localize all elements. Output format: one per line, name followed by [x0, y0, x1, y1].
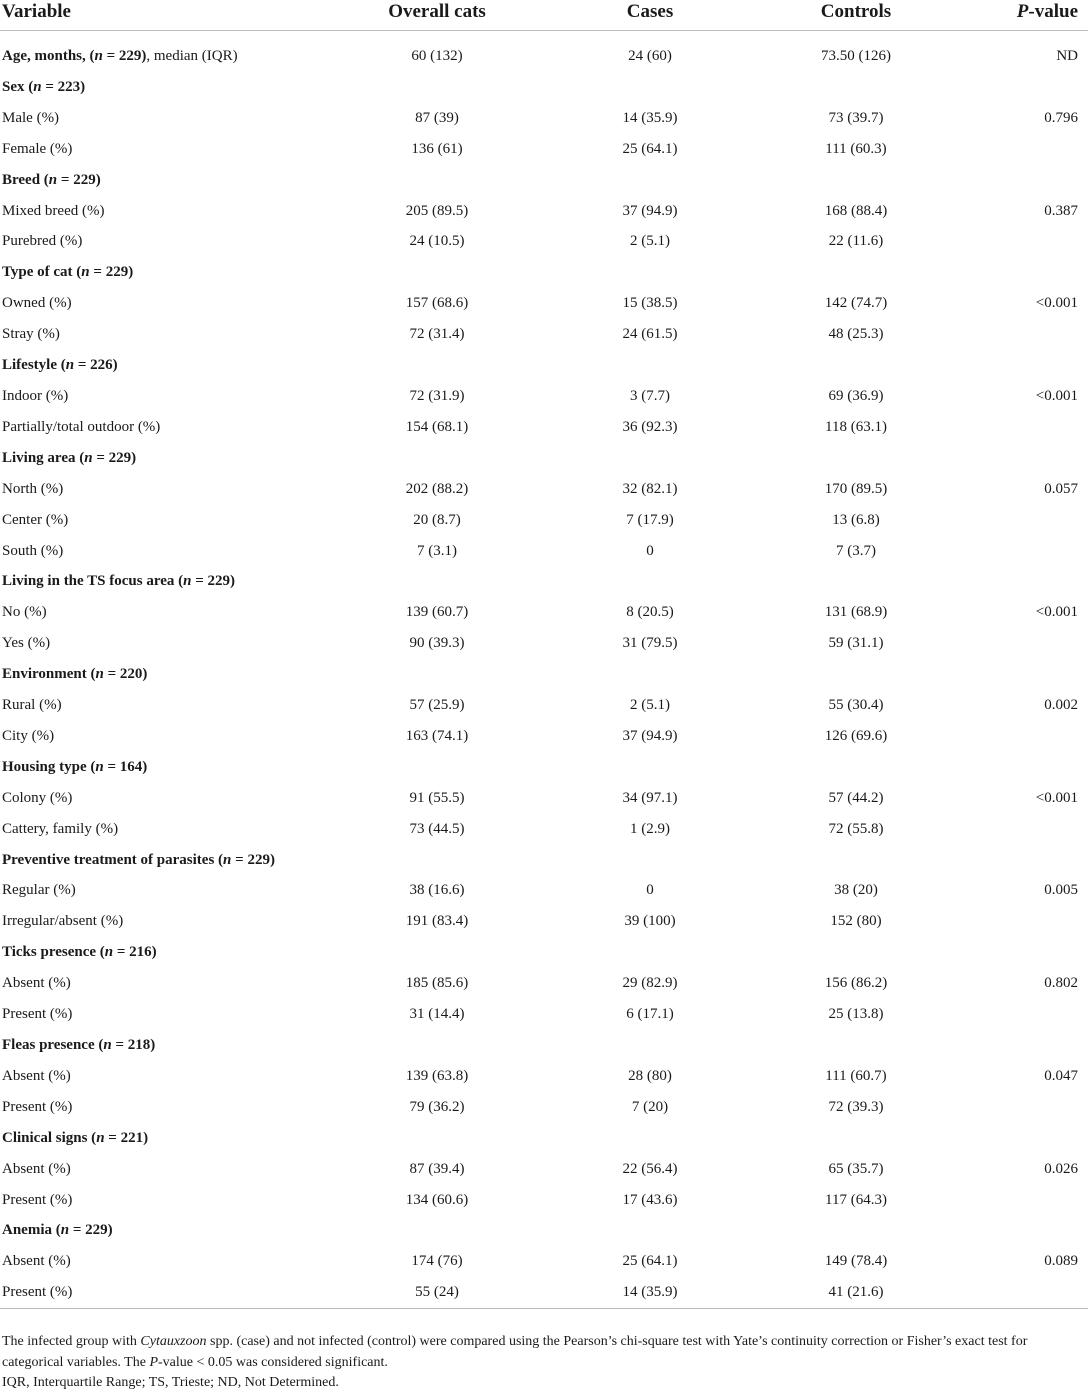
- cell-p-value: 0.057: [1044, 480, 1078, 497]
- cell-overall: 87 (39.4): [409, 1160, 465, 1177]
- row-label: Present (%): [2, 1284, 73, 1301]
- cell-controls: 25 (13.8): [828, 1006, 884, 1023]
- cell-cases: 25 (64.1): [622, 140, 678, 157]
- cell-cases: 37 (94.9): [622, 727, 678, 744]
- table-row: [0, 226, 1088, 257]
- group-label: Lifestyle (n = 226): [2, 357, 118, 374]
- row-label: Rural (%): [2, 697, 62, 714]
- cell-overall: [330, 257, 544, 288]
- row-label: Center (%): [2, 511, 69, 528]
- cell-controls: 59 (31.1): [828, 635, 884, 652]
- cell-overall: 136 (61): [411, 140, 463, 157]
- table-row: [0, 134, 1088, 165]
- cell-controls: 126 (69.6): [824, 727, 888, 744]
- table-row: [0, 906, 1088, 937]
- cell-overall: 73 (44.5): [409, 820, 465, 837]
- cell-controls: 73 (39.7): [828, 109, 884, 126]
- cell-controls: 149 (78.4): [824, 1253, 888, 1270]
- cell-cases: [544, 165, 756, 196]
- table-row: [0, 1092, 1088, 1123]
- cell-overall: 7 (3.1): [417, 542, 457, 559]
- cell-cases: 37 (94.9): [622, 202, 678, 219]
- table-row: [0, 381, 1088, 412]
- cell-overall: [330, 845, 544, 876]
- cell-p-value: [956, 226, 1088, 257]
- cell-p-value: [956, 906, 1088, 937]
- cell-controls: 118 (63.1): [825, 418, 887, 435]
- cell-controls: [756, 257, 956, 288]
- cell-p-value: ND: [1056, 48, 1078, 64]
- cell-controls: [756, 937, 956, 968]
- cell-overall: [330, 443, 544, 474]
- row-label: Stray (%): [2, 326, 60, 343]
- cell-overall: 90 (39.3): [409, 635, 465, 652]
- cell-controls: 72 (55.8): [828, 820, 884, 837]
- table-group-row: [0, 257, 1088, 288]
- row-label: Owned (%): [2, 295, 72, 312]
- cell-controls: 111 (60.7): [825, 1067, 887, 1084]
- cell-overall: 79 (36.2): [409, 1098, 465, 1115]
- cell-cases: 2 (5.1): [630, 233, 670, 250]
- cell-controls: [756, 443, 956, 474]
- row-label: Purebred (%): [2, 233, 83, 250]
- row-label: Age, months, (n = 229), median (IQR): [2, 48, 238, 64]
- group-label: Ticks presence (n = 216): [2, 944, 157, 961]
- cell-overall: [330, 1030, 544, 1061]
- row-label: Yes (%): [2, 635, 51, 652]
- table-row: [0, 628, 1088, 659]
- cell-overall: 154 (68.1): [405, 418, 469, 435]
- cell-overall: 20 (8.7): [413, 511, 461, 528]
- table-row: [0, 1185, 1088, 1216]
- row-label: Irregular/absent (%): [2, 913, 124, 930]
- cell-overall: 139 (60.7): [405, 604, 469, 621]
- cell-overall: 72 (31.4): [409, 326, 465, 343]
- cell-p-value: 0.002: [1044, 697, 1078, 714]
- table-group-row: [0, 1215, 1088, 1246]
- cell-overall: 57 (25.9): [409, 697, 465, 714]
- cell-controls: [756, 1123, 956, 1154]
- cell-cases: 22 (56.4): [622, 1160, 678, 1177]
- cell-cases: 28 (80): [628, 1067, 672, 1084]
- row-label: Mixed breed (%): [2, 202, 105, 219]
- group-label: Preventive treatment of parasites (n = 229): [2, 851, 275, 868]
- cell-p-value: [956, 165, 1088, 196]
- cell-cases: [544, 845, 756, 876]
- cell-p-value: [956, 443, 1088, 474]
- row-label: Absent (%): [2, 1067, 71, 1084]
- row-label: City (%): [2, 727, 55, 744]
- table-header: [0, 0, 1088, 41]
- table-row: [0, 721, 1088, 752]
- cell-controls: 57 (44.2): [828, 789, 884, 806]
- cell-overall: [330, 1123, 544, 1154]
- cell-overall: 72 (31.9): [409, 387, 465, 404]
- cell-p-value: [956, 1185, 1088, 1216]
- table-group-row: [0, 1030, 1088, 1061]
- cell-p-value: 0.796: [1044, 109, 1078, 126]
- row-label: Present (%): [2, 1006, 73, 1023]
- row-label: Absent (%): [2, 975, 71, 992]
- cell-p-value: [956, 319, 1088, 350]
- cell-cases: 6 (17.1): [626, 1006, 674, 1023]
- cell-p-value: [956, 505, 1088, 536]
- row-label: South (%): [2, 542, 64, 559]
- cell-overall: [330, 566, 544, 597]
- cell-p-value: [956, 1092, 1088, 1123]
- cell-p-value: [956, 1215, 1088, 1246]
- row-label: Present (%): [2, 1098, 73, 1115]
- cell-cases: 7 (17.9): [626, 511, 674, 528]
- cell-controls: 69 (36.9): [828, 387, 884, 404]
- cell-overall: 87 (39): [415, 109, 459, 126]
- cell-overall: 185 (85.6): [405, 975, 469, 992]
- row-label: Partially/total outdoor (%): [2, 418, 161, 435]
- table-row: [0, 597, 1088, 628]
- cell-p-value: [956, 1123, 1088, 1154]
- cell-cases: [544, 257, 756, 288]
- cell-cases: [544, 937, 756, 968]
- cell-controls: 117 (64.3): [825, 1191, 887, 1208]
- row-label: Cattery, family (%): [2, 820, 119, 837]
- cell-p-value: [956, 1030, 1088, 1061]
- cell-cases: 0: [646, 542, 654, 559]
- table-row: [0, 288, 1088, 319]
- cell-controls: [756, 752, 956, 783]
- header-p-value: [956, 0, 1088, 31]
- table-group-row: [0, 1123, 1088, 1154]
- cell-p-value: [956, 814, 1088, 845]
- table-row: [0, 412, 1088, 443]
- cell-p-value: <0.001: [1035, 387, 1078, 404]
- cell-controls: 38 (20): [834, 882, 878, 899]
- cell-cases: [544, 350, 756, 381]
- cell-p-value: 0.005: [1044, 882, 1078, 899]
- group-label: Living in the TS focus area (n = 229): [2, 573, 236, 590]
- row-label: Regular (%): [2, 882, 76, 899]
- cell-cases: [544, 1215, 756, 1246]
- cell-overall: 55 (24): [415, 1284, 459, 1301]
- table-row: [0, 474, 1088, 505]
- cell-controls: 142 (74.7): [824, 295, 888, 312]
- table-row: [0, 41, 1088, 72]
- cell-overall: 191 (83.4): [405, 913, 469, 930]
- table-group-row: [0, 165, 1088, 196]
- cell-p-value: [956, 1277, 1088, 1308]
- cell-p-value: <0.001: [1035, 604, 1078, 621]
- row-label: North (%): [2, 480, 64, 497]
- row-label: Colony (%): [2, 789, 73, 806]
- cell-cases: [544, 1030, 756, 1061]
- row-label: Absent (%): [2, 1253, 71, 1270]
- cell-p-value: 0.089: [1044, 1253, 1078, 1270]
- footnote-methods: The infected group with Cytauxzoon spp. (case) and not infected (control) were compared using the Pearson’s chi-square test with Yate’s continuity correction or Fisher’s exact test for categorical variables. The P-value < 0.05 was considered significant.: [2, 1334, 1028, 1370]
- group-label: Breed (n = 229): [2, 171, 101, 188]
- header-p-italic: P: [1016, 1, 1029, 22]
- cell-cases: 14 (35.9): [622, 109, 678, 126]
- cell-p-value: <0.001: [1035, 295, 1078, 312]
- cell-overall: 139 (63.8): [405, 1067, 469, 1084]
- cell-controls: [756, 566, 956, 597]
- cell-p-value: 0.387: [1044, 202, 1078, 219]
- cell-cases: [544, 752, 756, 783]
- cell-overall: 157 (68.6): [405, 295, 469, 312]
- cell-p-value: [956, 937, 1088, 968]
- table-row: [0, 1061, 1088, 1092]
- cell-cases: 0: [646, 882, 654, 899]
- cell-controls: 48 (25.3): [828, 326, 884, 343]
- cell-cases: 24 (61.5): [622, 326, 678, 343]
- cell-overall: 163 (74.1): [405, 727, 469, 744]
- header-cases: Cases: [544, 0, 756, 31]
- cell-p-value: [956, 72, 1088, 103]
- cell-cases: 14 (35.9): [622, 1284, 678, 1301]
- table-group-row: [0, 443, 1088, 474]
- cell-overall: 31 (14.4): [409, 1006, 465, 1023]
- table-row: [0, 1246, 1088, 1277]
- cell-controls: [756, 1215, 956, 1246]
- cell-p-value: 0.802: [1044, 975, 1078, 992]
- cell-p-value: [956, 412, 1088, 443]
- cell-controls: 131 (68.9): [824, 604, 888, 621]
- cell-cases: 39 (100): [624, 913, 676, 930]
- cell-overall: [330, 752, 544, 783]
- cell-overall: [330, 165, 544, 196]
- table-body: [0, 41, 1088, 1309]
- group-label: Sex (n = 223): [2, 78, 86, 95]
- cell-p-value: [956, 752, 1088, 783]
- table-row: [0, 505, 1088, 536]
- cell-p-value: 0.047: [1044, 1067, 1078, 1084]
- cell-overall: 24 (10.5): [409, 233, 465, 250]
- header-overall-cats: Overall cats: [330, 0, 544, 31]
- cell-overall: [330, 1215, 544, 1246]
- table-group-row: [0, 752, 1088, 783]
- cell-controls: [756, 72, 956, 103]
- cell-overall: 91 (55.5): [409, 789, 465, 806]
- cell-cases: 8 (20.5): [626, 604, 674, 621]
- table-row: [0, 1154, 1088, 1185]
- cell-cases: 25 (64.1): [622, 1253, 678, 1270]
- cell-p-value: [956, 536, 1088, 567]
- group-label: Clinical signs (n = 221): [2, 1129, 149, 1146]
- cell-overall: [330, 72, 544, 103]
- table-group-row: [0, 845, 1088, 876]
- group-label: Living area (n = 229): [2, 449, 137, 466]
- cell-controls: 73.50 (126): [821, 48, 891, 64]
- row-label: Present (%): [2, 1191, 73, 1208]
- cell-p-value: [956, 659, 1088, 690]
- table-group-row: [0, 72, 1088, 103]
- cell-controls: [756, 165, 956, 196]
- group-label: Fleas presence (n = 218): [2, 1037, 156, 1053]
- cell-p-value: [956, 845, 1088, 876]
- group-label: Environment (n = 220): [2, 666, 148, 683]
- row-label: Female (%): [2, 140, 73, 157]
- table-group-row: [0, 566, 1088, 597]
- cell-controls: 13 (6.8): [832, 511, 880, 528]
- cell-p-value: [956, 566, 1088, 597]
- cell-overall: 202 (88.2): [405, 480, 469, 497]
- cell-controls: 168 (88.4): [824, 202, 888, 219]
- cell-p-value: [956, 628, 1088, 659]
- cell-controls: 65 (35.7): [828, 1160, 884, 1177]
- group-label: Type of cat (n = 229): [2, 264, 134, 281]
- table-row: [0, 103, 1088, 134]
- group-label: Anemia (n = 229): [2, 1222, 113, 1239]
- cell-cases: 7 (20): [631, 1098, 669, 1115]
- header-p-rest: -value: [1028, 1, 1078, 22]
- table-bottom-rule: [0, 1309, 1088, 1330]
- cell-p-value: <0.001: [1035, 789, 1078, 806]
- cell-controls: [756, 1030, 956, 1061]
- cell-cases: 15 (38.5): [622, 295, 678, 312]
- table-row: [0, 319, 1088, 350]
- header-controls: Controls: [756, 0, 956, 31]
- cell-p-value: [956, 999, 1088, 1030]
- table-row: [0, 196, 1088, 227]
- cell-cases: 1 (2.9): [630, 820, 670, 837]
- cell-cases: 32 (82.1): [622, 480, 678, 497]
- cell-overall: 134 (60.6): [405, 1191, 469, 1208]
- cell-overall: 38 (16.6): [409, 882, 465, 899]
- table-row: [0, 690, 1088, 721]
- cell-controls: 22 (11.6): [828, 233, 884, 250]
- cell-p-value: [956, 350, 1088, 381]
- cell-cases: [544, 659, 756, 690]
- table-row: [0, 999, 1088, 1030]
- row-label: Absent (%): [2, 1160, 71, 1177]
- cell-controls: 111 (60.3): [825, 140, 887, 157]
- cell-controls: 156 (86.2): [824, 975, 888, 992]
- cell-p-value: [956, 134, 1088, 165]
- table-group-row: [0, 659, 1088, 690]
- cell-overall: [330, 350, 544, 381]
- table-footnotes: [2, 1332, 1086, 1394]
- cell-cases: [544, 443, 756, 474]
- cell-cases: 36 (92.3): [622, 418, 678, 435]
- group-label: Housing type (n = 164): [2, 758, 148, 775]
- cell-controls: 7 (3.7): [836, 542, 876, 559]
- cell-p-value: [956, 257, 1088, 288]
- table-row: [0, 875, 1088, 906]
- table-row: [0, 968, 1088, 999]
- cell-controls: 72 (39.3): [828, 1098, 884, 1115]
- cell-cases: [544, 1123, 756, 1154]
- cell-cases: 2 (5.1): [630, 697, 670, 714]
- cell-overall: 205 (89.5): [405, 202, 469, 219]
- cell-overall: 174 (76): [411, 1253, 463, 1270]
- cell-cases: 24 (60): [628, 48, 672, 64]
- cell-cases: 34 (97.1): [622, 789, 678, 806]
- cell-p-value: [956, 721, 1088, 752]
- cell-cases: [544, 566, 756, 597]
- cell-cases: 3 (7.7): [630, 387, 670, 404]
- cell-controls: 41 (21.6): [828, 1284, 884, 1301]
- cell-cases: [544, 72, 756, 103]
- table-group-row: [0, 350, 1088, 381]
- cell-cases: 31 (79.5): [622, 635, 678, 652]
- cell-p-value: 0.026: [1044, 1160, 1078, 1177]
- row-label: No (%): [2, 604, 47, 621]
- row-label: Indoor (%): [2, 387, 69, 404]
- footnote-abbreviations: IQR, Interquartile Range; TS, Trieste; ND, Not Determined.: [2, 1375, 339, 1390]
- table-row: [0, 783, 1088, 814]
- row-label: Male (%): [2, 109, 60, 126]
- cell-controls: [756, 350, 956, 381]
- cell-controls: [756, 659, 956, 690]
- cell-cases: 17 (43.6): [622, 1191, 678, 1208]
- table-row: [0, 814, 1088, 845]
- cell-controls: 55 (30.4): [828, 697, 884, 714]
- cell-cases: 29 (82.9): [622, 975, 678, 992]
- cell-overall: [330, 937, 544, 968]
- cell-controls: 152 (80): [830, 913, 882, 930]
- cell-controls: [756, 845, 956, 876]
- table-row: [0, 1277, 1088, 1308]
- table-row: [0, 536, 1088, 567]
- table-group-row: [0, 937, 1088, 968]
- cell-overall: 60 (132): [411, 48, 463, 64]
- cell-overall: [330, 659, 544, 690]
- cell-controls: 170 (89.5): [824, 480, 888, 497]
- header-variable: Variable: [0, 0, 330, 31]
